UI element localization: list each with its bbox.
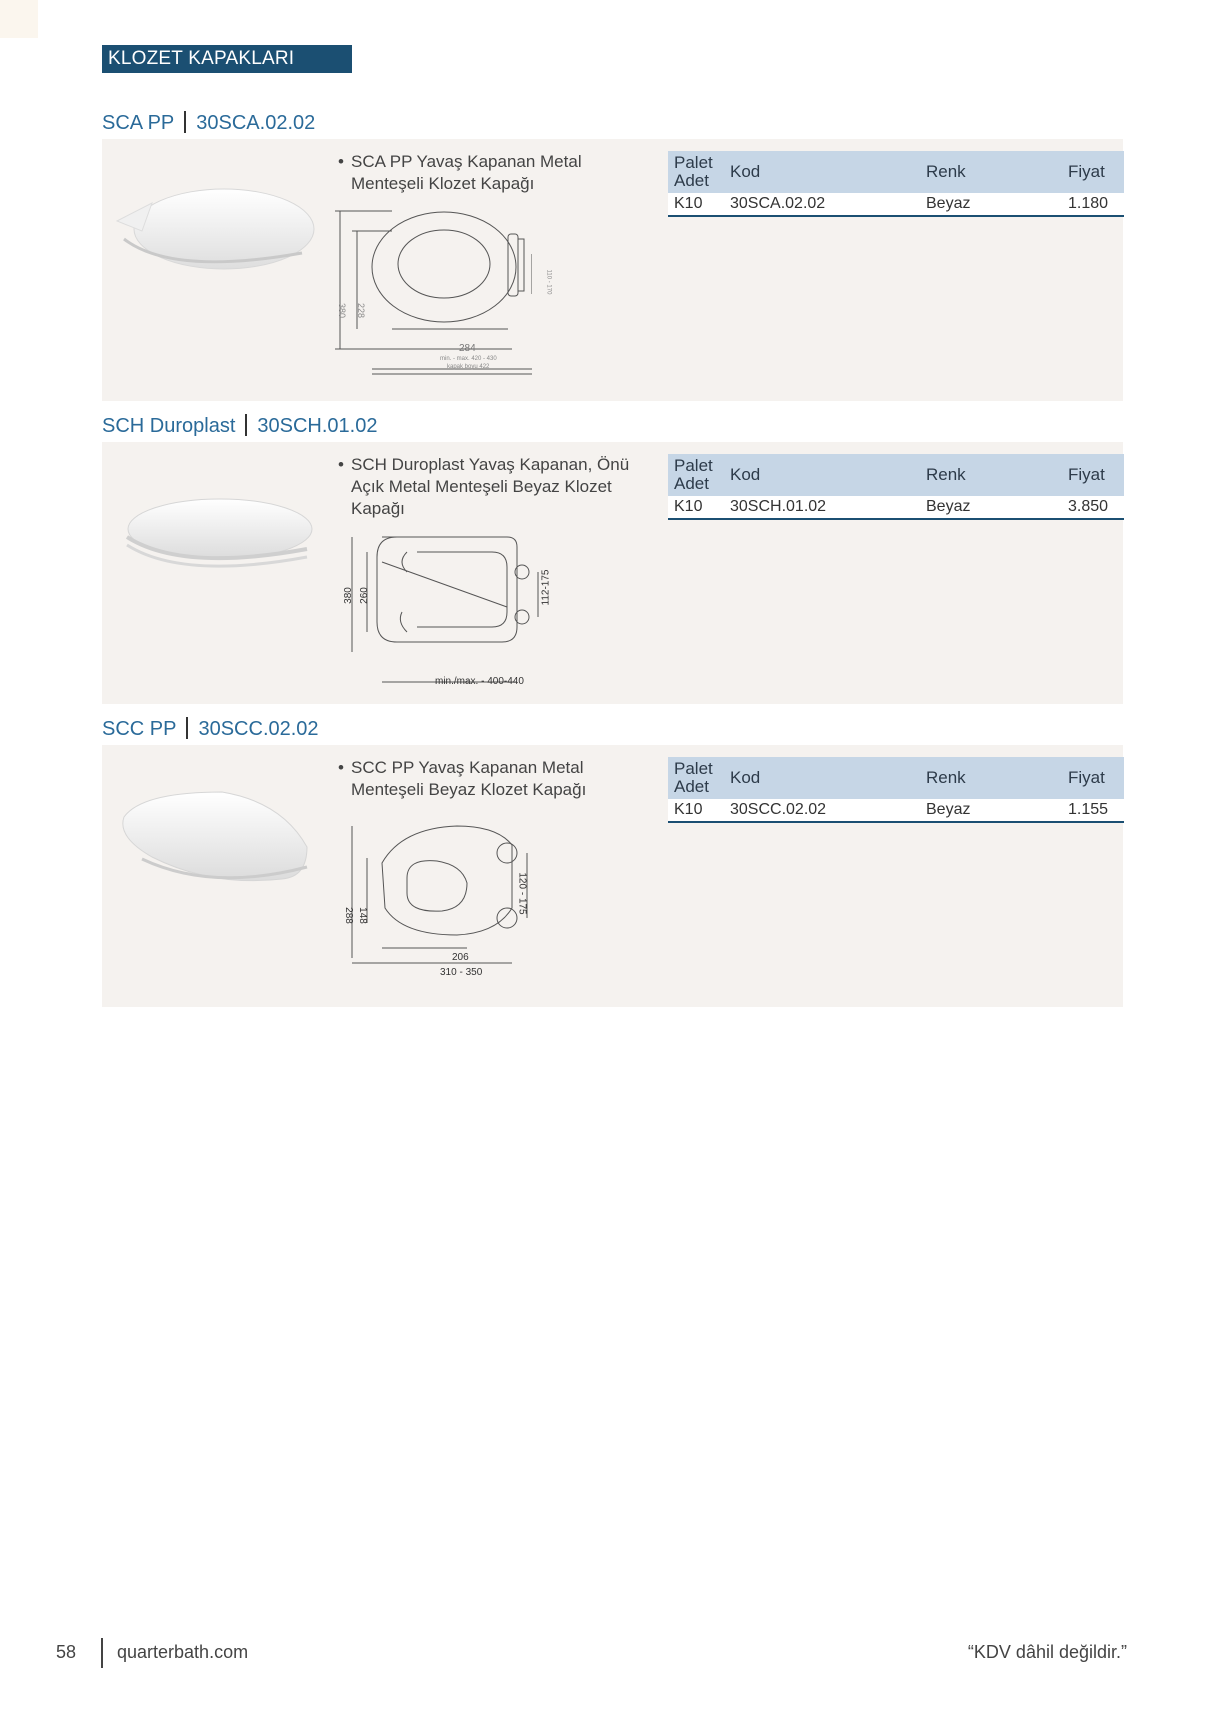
product-code: 30SCC.02.02: [198, 718, 319, 740]
table-header-row: [668, 757, 1124, 799]
product-description: [338, 151, 648, 195]
cell-palet: K10: [668, 496, 728, 519]
dim-inner-height: 260: [358, 587, 370, 604]
title-separator: [245, 414, 247, 436]
seat-photo: [112, 487, 317, 597]
title-separator: [186, 717, 188, 739]
bullet: •: [338, 455, 344, 474]
header-renk: Renk: [926, 454, 1038, 496]
dim-height: 380: [342, 587, 354, 604]
dim-hinge: 112-175: [540, 569, 552, 606]
table-header-row: [668, 151, 1124, 193]
product-panel: [102, 745, 1123, 1007]
bullet: •: [338, 758, 344, 777]
table-row: [668, 799, 1124, 822]
price-table: [668, 454, 1124, 520]
product-title: [102, 107, 1123, 139]
header-renk: Renk: [926, 757, 1038, 799]
header-palet: Palet Adet: [668, 151, 728, 193]
dim-inner-height: 228: [356, 303, 366, 319]
cell-renk: Beyaz: [926, 193, 1038, 216]
cell-kod: 30SCA.02.02: [728, 193, 926, 216]
cell-kod: 30SCH.01.02: [728, 496, 926, 519]
cell-fiyat: 3.850: [1038, 496, 1124, 519]
product-description: [338, 454, 648, 520]
description-text: SCA PP Yavaş Kapanan Metal Menteşeli Klozet Kapağı: [351, 152, 582, 193]
header-kod: Kod: [728, 454, 926, 496]
product-name: SCC PP: [102, 718, 177, 740]
dim-length: kapak boyu 422: [447, 364, 490, 370]
product-scc: [102, 713, 1123, 1007]
dim-height: 288: [342, 907, 354, 924]
table-header-row: [668, 454, 1124, 496]
dim-range: min./max. - 400-440: [435, 676, 524, 687]
dim-inner-width: 284: [459, 343, 476, 354]
product-name: SCH Duroplast: [102, 415, 236, 437]
product-title: [102, 410, 1123, 442]
header-fiyat: Fiyat: [1038, 454, 1124, 496]
description-text: SCH Duroplast Yavaş Kapanan, Önü Açık Metal Menteşeli Beyaz Klozet Kapağı: [351, 455, 630, 518]
table-row: [668, 496, 1124, 519]
dim-hinge: 110 - 170: [545, 269, 552, 295]
description-text: SCC PP Yavaş Kapanan Metal Menteşeli Beyaz Klozet Kapağı: [351, 758, 587, 799]
page-header: [102, 45, 352, 73]
dim-range: min. - max. 420 - 430: [440, 356, 497, 362]
dim-width: 310 - 350: [440, 967, 483, 978]
header-renk: Renk: [926, 151, 1038, 193]
corner-mark: [0, 0, 38, 38]
cell-palet: K10: [668, 799, 728, 822]
product-name: SCA PP: [102, 112, 175, 134]
header-palet: Palet Adet: [668, 454, 728, 496]
product-sca: [102, 107, 1123, 401]
product-title: [102, 713, 1123, 745]
product-panel: [102, 442, 1123, 704]
technical-drawing: [332, 209, 532, 379]
product-code: 30SCA.02.02: [196, 112, 316, 134]
page-header-title: KLOZET KAPAKLARI: [108, 48, 295, 69]
cell-palet: K10: [668, 193, 728, 216]
table-row: [668, 193, 1124, 216]
title-separator: [184, 111, 186, 133]
bullet: •: [338, 152, 344, 171]
cell-renk: Beyaz: [926, 799, 1038, 822]
header-palet: Palet Adet: [668, 757, 728, 799]
cell-kod: 30SCC.02.02: [728, 799, 926, 822]
cell-fiyat: 1.180: [1038, 193, 1124, 216]
header-fiyat: Fiyat: [1038, 757, 1124, 799]
header-kod: Kod: [728, 757, 926, 799]
footer-separator: [101, 1638, 103, 1668]
cell-renk: Beyaz: [926, 496, 1038, 519]
product-panel: [102, 139, 1123, 401]
dim-inner-width: 206: [452, 952, 469, 963]
product-sch: [102, 410, 1123, 704]
price-table: [668, 151, 1124, 217]
seat-photo: [112, 181, 317, 291]
dim-height: 380: [337, 303, 347, 319]
page-number: 58: [56, 1642, 77, 1662]
price-table: [668, 757, 1124, 823]
header-kod: Kod: [728, 151, 926, 193]
dim-inner-height: 148: [356, 907, 368, 924]
vat-note: “KDV dâhil değildir.”: [967, 1642, 1127, 1662]
product-description: [338, 757, 648, 801]
dim-hinge: 120 - 175: [516, 872, 528, 915]
technical-drawing: [342, 532, 542, 692]
seat-photo: [112, 787, 317, 897]
cell-fiyat: 1.155: [1038, 799, 1124, 822]
product-code: 30SCH.01.02: [257, 415, 378, 437]
website-link[interactable]: quarterbath.com: [117, 1642, 249, 1662]
header-fiyat: Fiyat: [1038, 151, 1124, 193]
